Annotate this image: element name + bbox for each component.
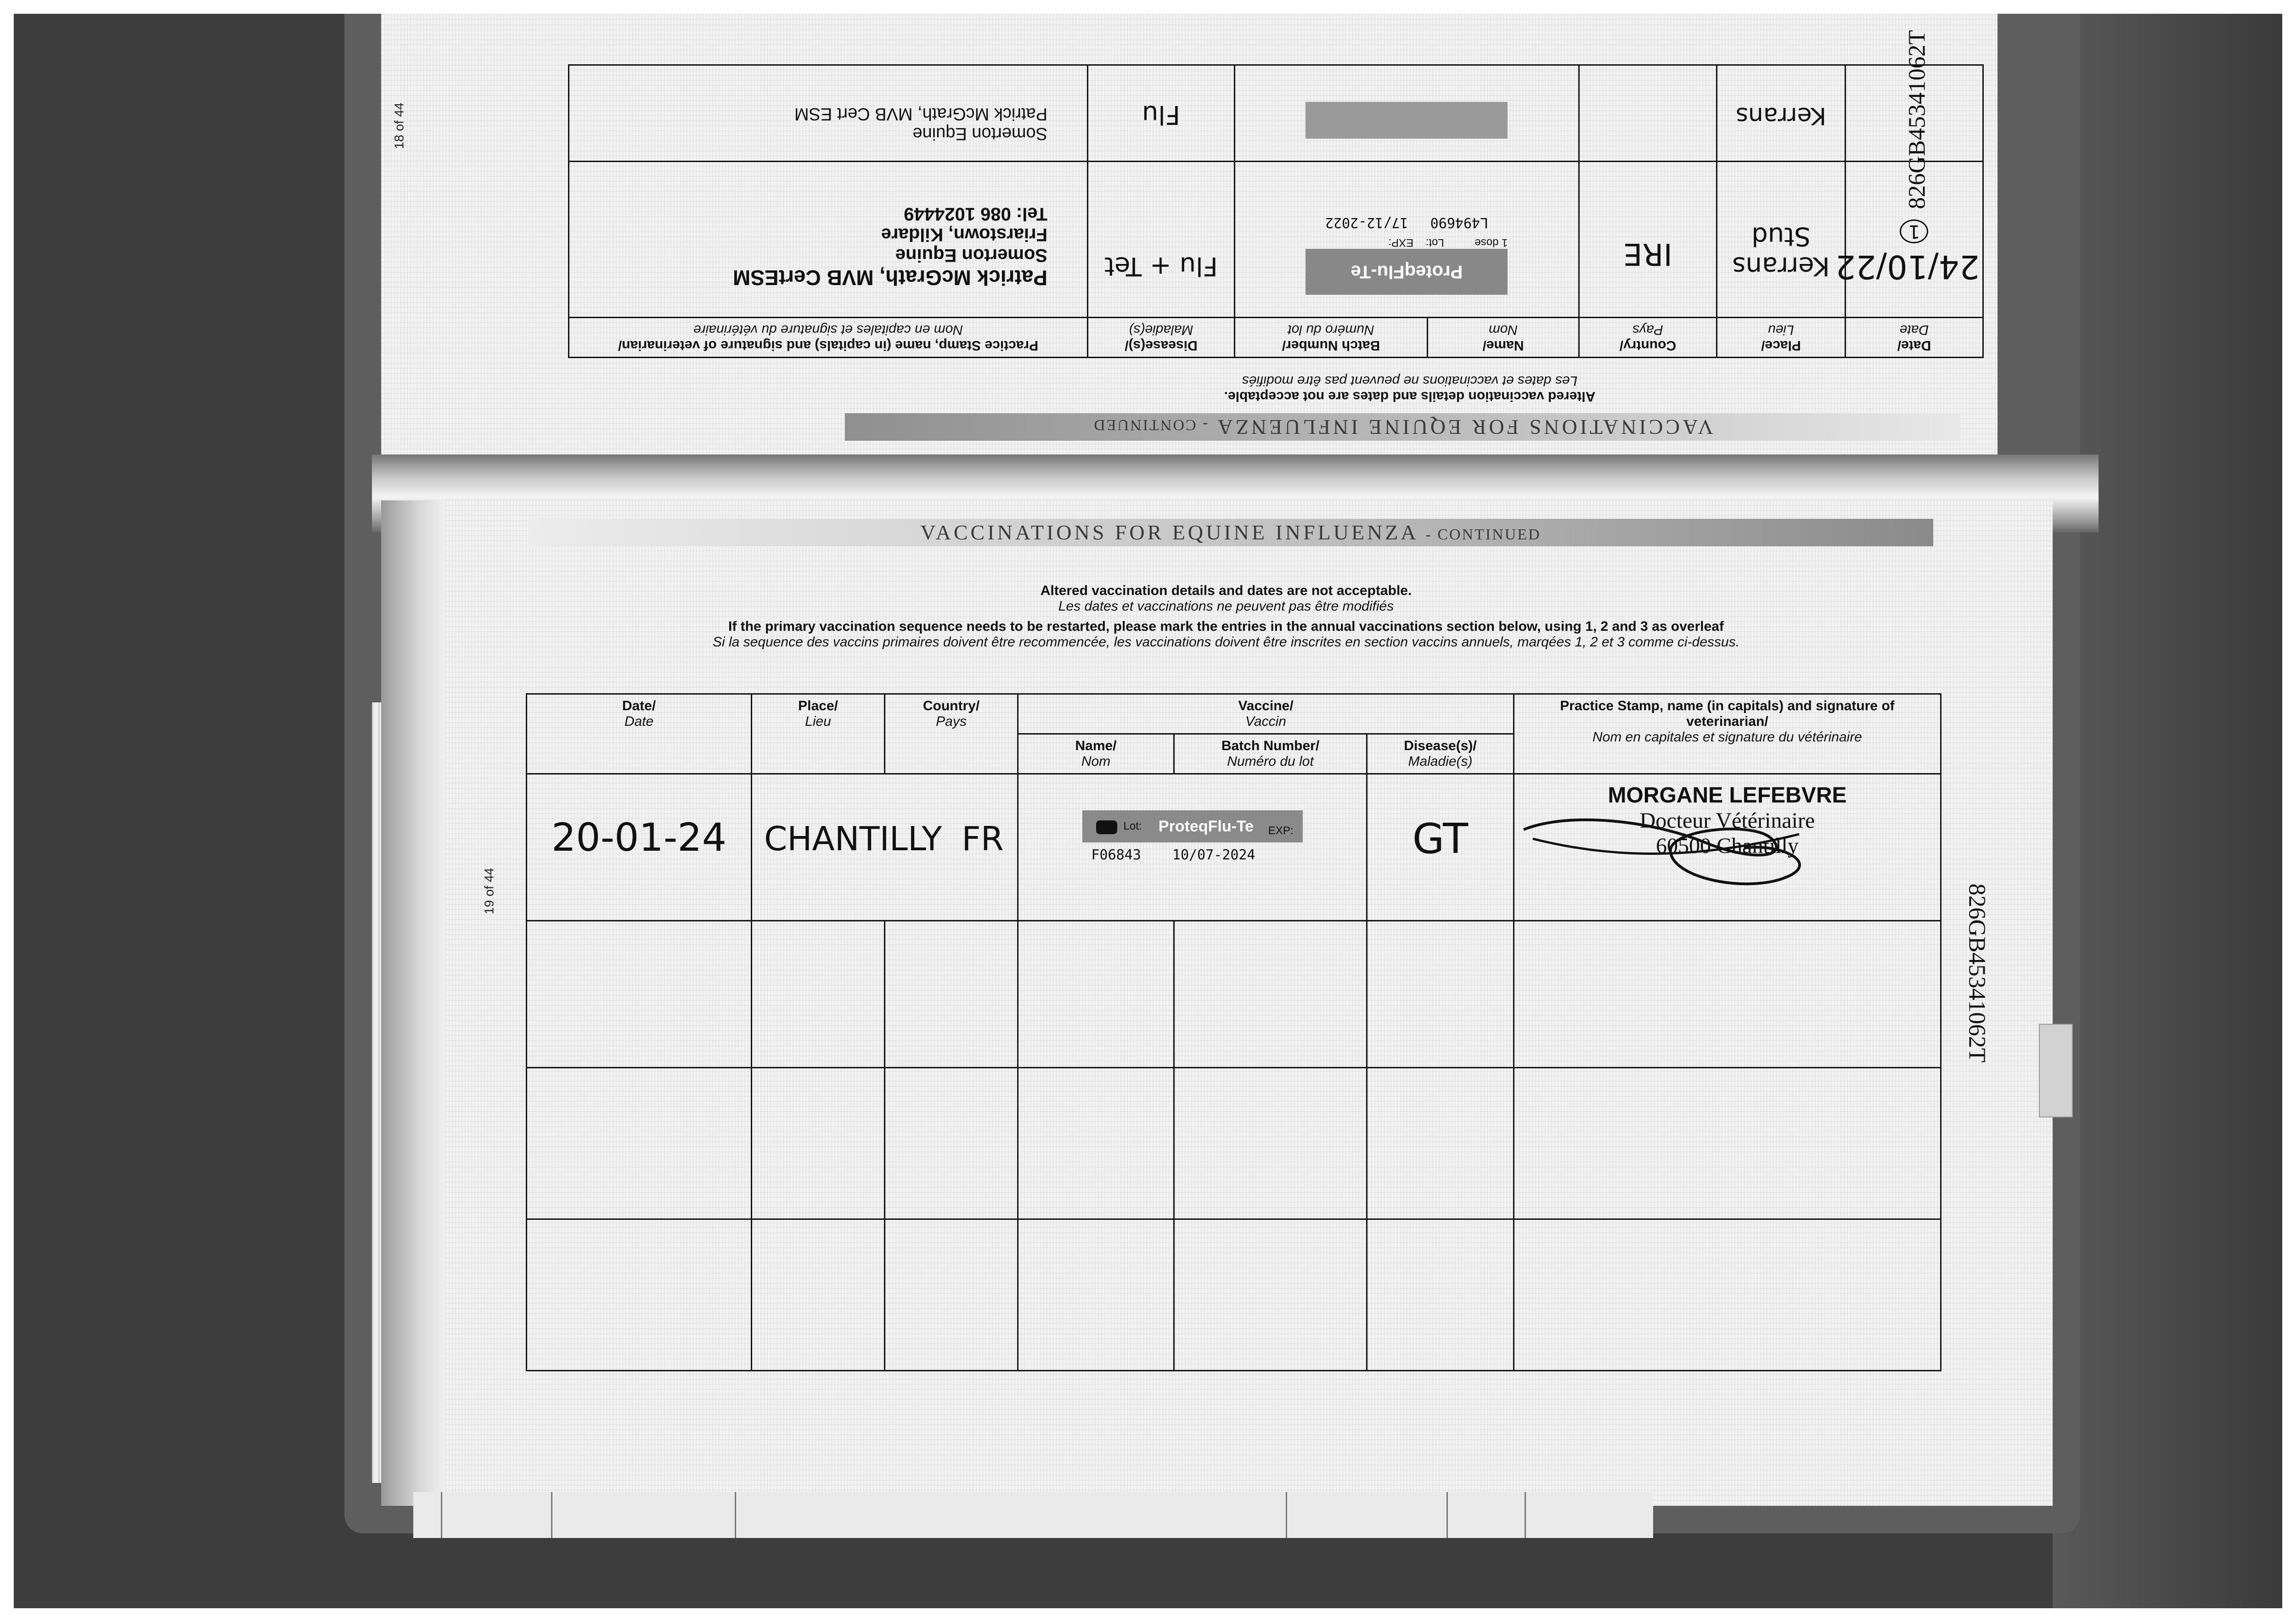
table-row: [569, 65, 1983, 162]
stamp-line: Tel: 086 1024449: [904, 204, 1047, 224]
sequence-marker: 1: [1900, 219, 1929, 243]
stamp-line: Patrick McGrath, MVB CertESM: [732, 266, 1047, 290]
table-row: [527, 1219, 1941, 1371]
passport-number: 826GB45341062T: [1904, 30, 1930, 209]
table-header: [569, 318, 1983, 358]
page-18: [381, 14, 1998, 455]
table-row: [527, 921, 1941, 1068]
vaccination-table-bottom: [526, 693, 1941, 1371]
vaccine-sticker: [1082, 810, 1303, 884]
col-place: Place/ Lieu: [1717, 318, 1846, 358]
vet-name: MORGANE LEFEBVRE: [1608, 783, 1847, 808]
col-date: Date/ Date: [527, 694, 752, 774]
col-vaccine: Vaccine/ Vaccin: [1018, 694, 1514, 734]
sticker-brand: ProteqFlu-Te: [1306, 249, 1508, 295]
col-batch: Batch Number/ Numéro du lot: [1235, 318, 1428, 358]
table-row: [569, 162, 1983, 318]
col-batch: Batch Number/ Numéro du lot: [1174, 734, 1367, 774]
page-tab: [2039, 1024, 2073, 1117]
sticker-dose: 1 dose: [1474, 236, 1508, 249]
vet-stamp: [572, 104, 1047, 143]
stamp-line: Somerton Equine: [895, 245, 1047, 265]
sticker-logo-icon: [1096, 820, 1117, 834]
table-header: [527, 694, 1941, 734]
place-value: CHANTILLY: [764, 819, 942, 858]
vaccine-sticker: [1297, 203, 1517, 295]
col-disease: Disease(s)/ Maladie(s): [1367, 734, 1514, 774]
notice-2-fr: Si la sequence des vaccins primaires doivent être recommencée, les vaccinations doivent être inscrites en section vaccins annuels, marqées 1, 2 et 3 comme ci-dessus.: [712, 634, 1740, 650]
vet-signature: [1514, 802, 1941, 921]
place-value: Kerrans: [1735, 102, 1827, 129]
row-date: [527, 774, 752, 921]
disease-value: GT: [1412, 815, 1469, 863]
row-disease: [1088, 162, 1235, 318]
country-value: IRE: [1623, 236, 1673, 272]
notice: [822, 373, 1998, 404]
disease-value: Flu + Tet: [1104, 251, 1218, 281]
col-vaccine-name: Name/ Nom: [1428, 318, 1579, 358]
vaccination-table-top: [568, 64, 1984, 358]
scan-background: [14, 14, 2282, 1608]
banner-continued: - CONTINUED: [1425, 526, 1541, 543]
col-vaccine-name: Name/ Nom: [1018, 734, 1174, 774]
sticker-exp: 10/07-2024: [1172, 847, 1255, 863]
row-stamp: [1514, 774, 1941, 921]
row-place-country: [752, 774, 1018, 921]
col-stamp: Practice Stamp, name (in capitals) and signature of veterinarian/ Nom en capitales et signature du vétérinaire: [1514, 694, 1941, 774]
sticker-exp-label: EXP:: [1268, 825, 1294, 837]
col-disease: Disease(s)/ Maladie(s): [1088, 318, 1235, 358]
sticker-lot: F06843: [1091, 847, 1141, 863]
section-banner: [845, 413, 1961, 441]
col-place: Place/ Lieu: [752, 694, 885, 774]
sticker-exp: 17/12-2022: [1325, 214, 1408, 230]
page-19: [381, 500, 2053, 1506]
date-value: 20-01-24: [551, 815, 727, 860]
row-country: [1579, 162, 1717, 318]
passport-number: 826GB45341062T: [1964, 883, 1990, 1063]
page-gutter: [381, 500, 445, 1506]
notice: [537, 583, 1915, 650]
col-country: Country/ Pays: [1579, 318, 1717, 358]
col-stamp: Practice Stamp, name (in capitals) and signature of veterinarian/ Nom en capitales et signature du vétérinaire: [569, 318, 1088, 358]
banner-title: VACCINATIONS FOR EQUINE INFLUENZA: [1216, 415, 1713, 439]
country-value: FR: [962, 819, 1004, 858]
notice-1-fr: Les dates et vaccinations ne peuvent pas être modifiés: [1058, 599, 1394, 614]
sticker-lot: L494690: [1430, 214, 1489, 230]
row-place: [1717, 162, 1846, 318]
sticker-lot-label: Lot:: [1425, 236, 1444, 249]
row-vaccine: [1018, 774, 1367, 921]
vet-town: 60500 Chantilly: [1656, 834, 1799, 858]
col-country: Country/ Pays: [885, 694, 1018, 774]
vaccine-sticker-partial: [1306, 102, 1508, 139]
sticker-exp-label: EXP:: [1388, 236, 1414, 249]
stamp-line: Patrick McGrath, MVB Cert ESM: [794, 104, 1047, 123]
page-number: 19 of 44: [482, 868, 496, 915]
row-stamp: [569, 162, 1088, 318]
sticker-brand: ProteqFlu-Te: [1158, 818, 1254, 835]
row-disease: [1367, 774, 1514, 921]
notice-en: Altered vaccination details and dates are not acceptable.: [1224, 389, 1596, 404]
page-number: 18 of 44: [392, 102, 406, 149]
row-vaccine: [1235, 162, 1579, 318]
page-18-content: [381, 14, 1998, 455]
table-row: [527, 1068, 1941, 1219]
banner-title: VACCINATIONS FOR EQUINE INFLUENZA: [920, 521, 1418, 544]
sticker-lot-label: Lot:: [1123, 820, 1142, 832]
vet-title: Docteur Vétérinaire: [1639, 808, 1815, 833]
row-date: [1835, 162, 1983, 318]
disease-value: Flu: [1142, 100, 1181, 129]
place-value: Kerrans Stud: [1732, 221, 1830, 281]
table-row: [527, 774, 1941, 921]
section-banner: [528, 519, 1933, 546]
banner-continued: - CONTINUED: [1092, 416, 1208, 433]
date-value: 24/10/22: [1835, 248, 1980, 286]
notice-1-en: Altered vaccination details and dates are not acceptable.: [1040, 583, 1412, 598]
stamp-line: Somerton Equine: [912, 124, 1047, 143]
stamp-line: Friarstown, Kildare: [881, 224, 1047, 245]
notice-2-en: If the primary vaccination sequence needs to be restarted, please mark the entries in the annual vaccinations section below, using 1, 2 and 3 as overleaf: [728, 619, 1724, 634]
scanner-shadow: [2053, 14, 2282, 1608]
col-date: Date/ Date: [1846, 318, 1983, 358]
page-stubs: [413, 1492, 1653, 1538]
notice-fr: Les dates et vaccinations ne peuvent pas être modifiés: [1242, 373, 1578, 388]
vet-stamp: [572, 203, 1047, 290]
